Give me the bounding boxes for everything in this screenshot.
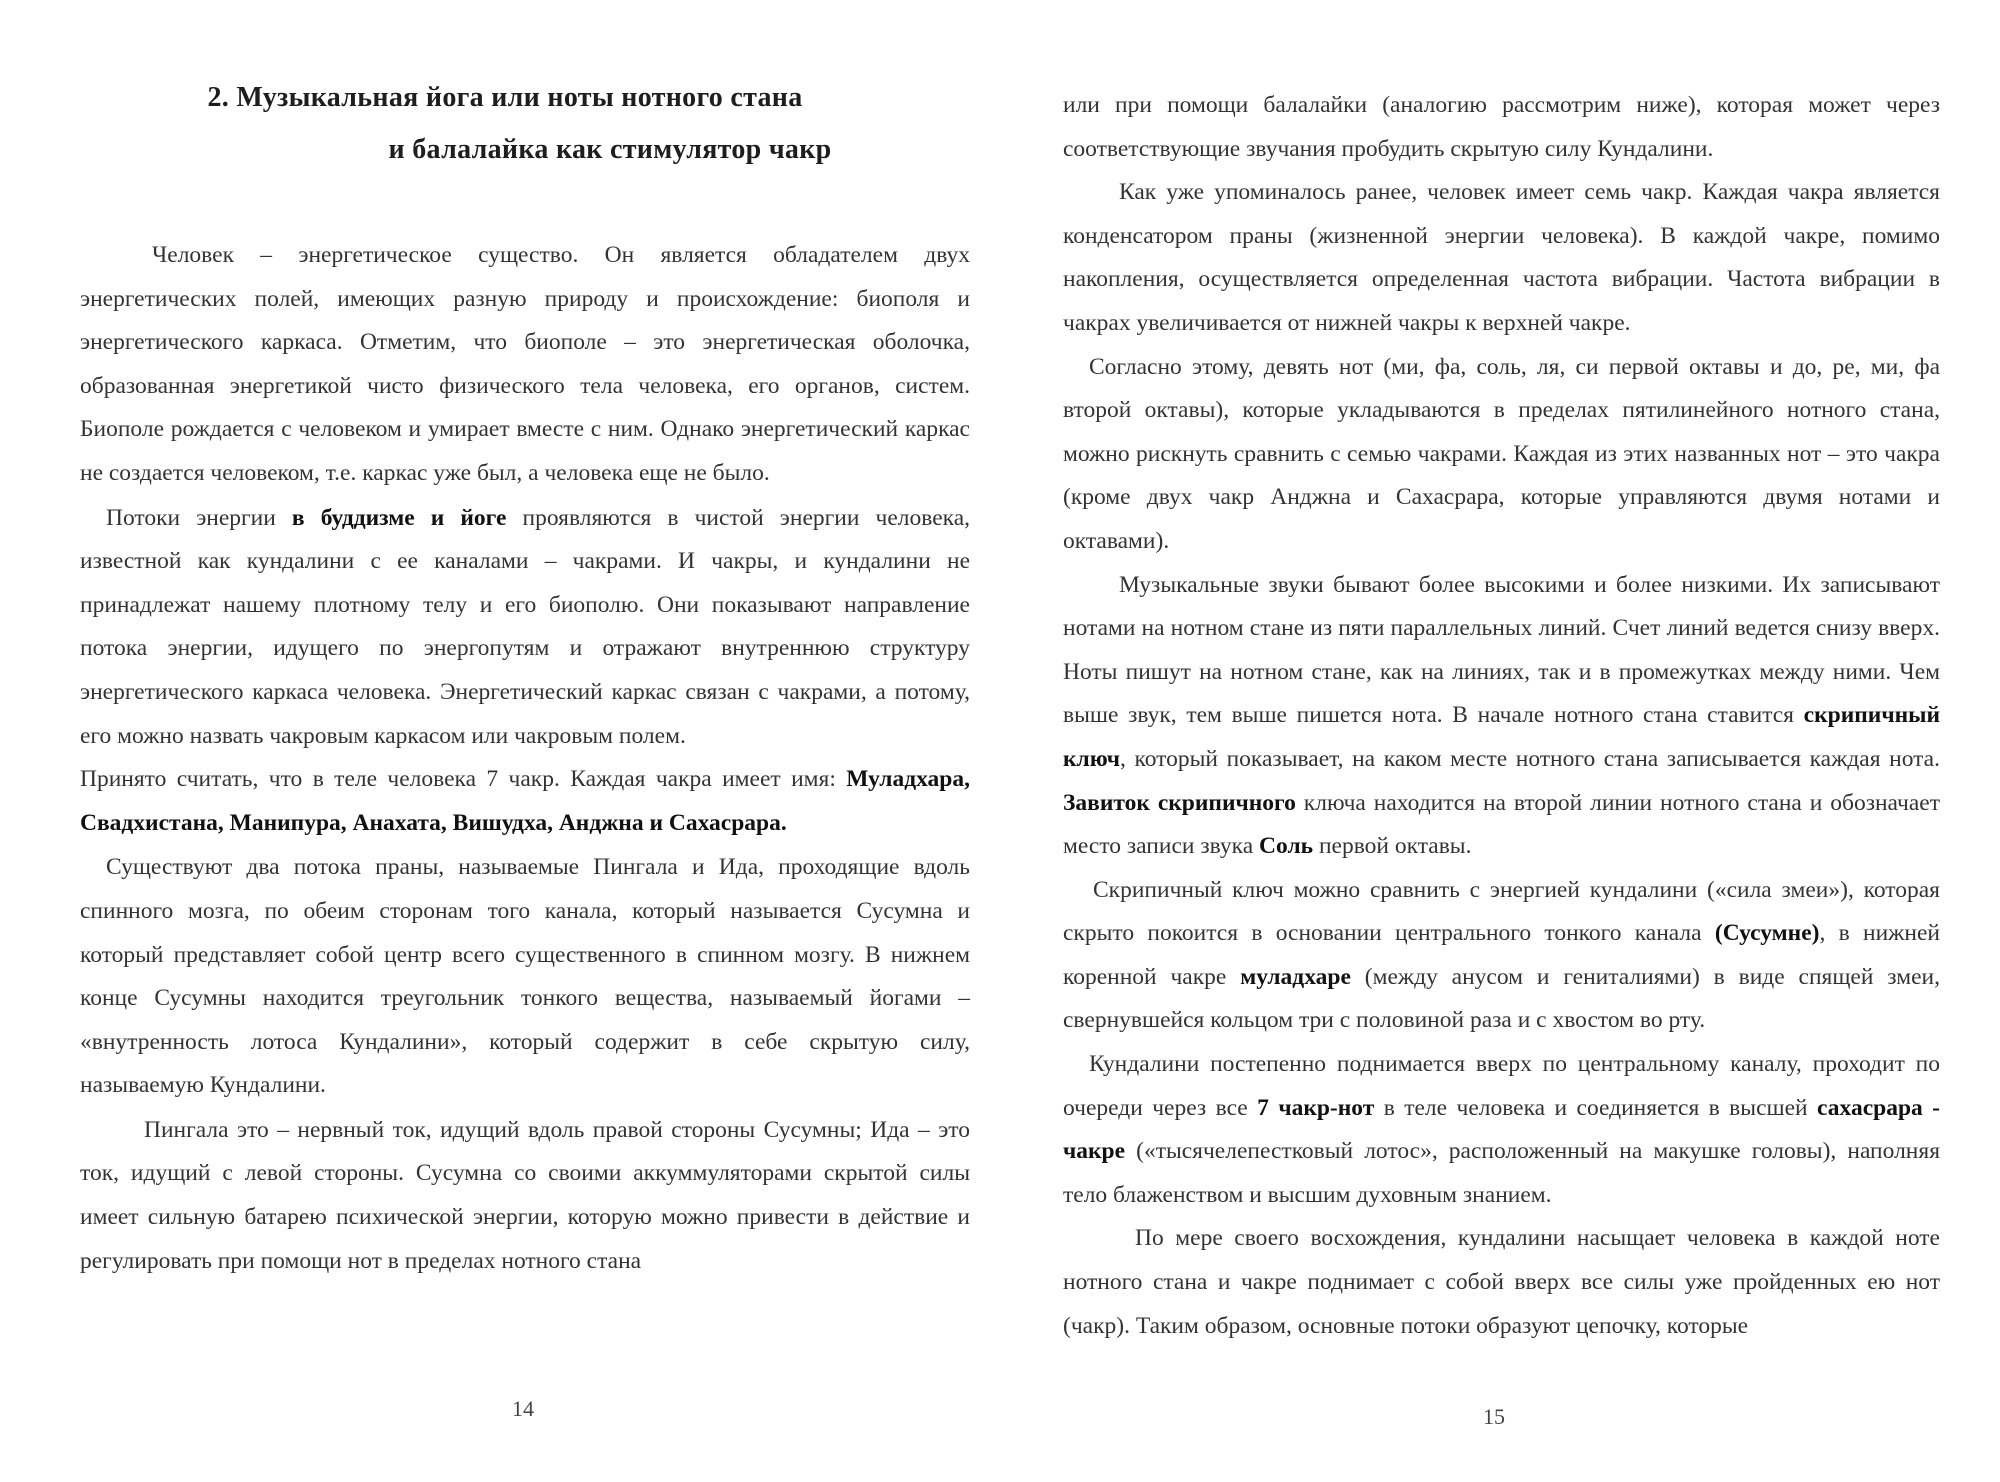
paragraph: Как уже упоминалось ранее, человек имеет семь чакр. Каждая чакра является конденсатором праны (жизненной энергии человека). В каждой чакре, помимо накопления, осуществляется определенная частота вибрации. Частота вибрации в чакрах увеличивается от нижней чакры к верхней чакре. bbox=[1063, 179, 1940, 336]
right-page bbox=[1063, 0, 1940, 1482]
paragraph: Принято считать, что в теле человека 7 чакр. Каждая чакра имеет имя: Муладхара, Свадхистана, Манипура, Анахата, Вишудха, Анджна и Сахасрара. bbox=[80, 766, 970, 836]
page-number: 14 bbox=[512, 1396, 534, 1421]
bold-phrase: скрипичный ключ bbox=[1063, 702, 1940, 772]
left-page bbox=[80, 0, 970, 1482]
paragraph: Скрипичный ключ можно сравнить с энергией кундалини («сила змеи»), которая скрыто покоится в основании центрального тонкого канала (Сусумне), в нижней коренной чакре муладхаре (между анусом и гениталиями) в виде спящей змеи, свернувшейся кольцом три с половиной раза и с хвостом во рту. bbox=[1063, 876, 1941, 1034]
page-number: 15 bbox=[1483, 1404, 1505, 1429]
paragraph: Согласно этому, девять нот (ми, фа, соль, ля, си первой октавы и до, ре, ми, фа второй октавы), которые укладываются в пределах пятилинейного нотного стана, можно рискнуть сравнить с семью чакрами. Каждая из этих названных нот – это чакра (кроме двух чакр Анджна и Сахасрара, которые управляются двумя нотами и октавами). bbox=[1063, 353, 1940, 554]
bold-phrase: Соль bbox=[1259, 833, 1314, 860]
left-page-body bbox=[80, 234, 970, 1283]
chakra-names: Муладхара, Свадхистана, Манипура, Анахата, Вишудха, Анджна и Сахасрара. bbox=[80, 766, 970, 836]
bold-phrase: Завиток скрипичного bbox=[1063, 789, 1296, 816]
title-line-2: и балалайка как стимулятор чакр bbox=[388, 134, 832, 165]
paragraph: Существуют два потока праны, называемые Пингала и Ида, проходящие вдоль спинного мозга, по обеим сторонам того канала, который называется Сусумна и который представляет собой центр всего существенного в спинном мозгу. В нижнем конце Сусумны находится треугольник тонкого вещества, называемый йогами – «внутренность лотоса Кундалини», который содержит в себе скрытую силу, называемую Кундалини. bbox=[80, 854, 970, 1099]
paragraph: Человек – энергетическое существо. Он является обладателем двух энергетических полей, имеющих разную природу и происхождение: биополя и энергетического каркаса. Отметим, что биополе – это энергетическая оболочка, образованная энергетикой чисто физического тела человека, его органов, систем. Биополе рождается с человеком и умирает вместе с ним. Однако энергетический каркас не создается человеком, т.е. каркас уже был, а человека еще не было. bbox=[80, 242, 970, 486]
title-line-1: 2. Музыкальная йога или ноты нотного стана bbox=[207, 82, 803, 113]
bold-phrase: сахасрара - чакре bbox=[1063, 1094, 1941, 1165]
paragraph: По мере своего восхождения, кундалини насыщает человека в каждой ноте нотного стана и чакре поднимает с собой вверх все силы уже пройденных ею нот (чакр). Таким образом, основные потоки образуют цепочку, которые bbox=[1063, 1225, 1940, 1339]
paragraph: Кундалини постепенно поднимается вверх по центральному каналу, проходит по очереди через все 7 чакр-нот в теле человека и соединяется в высшей сахасрара - чакре («тысячелепестковый лотос», расположенный на макушке головы), наполняя тело блаженством и высшим духовным знанием. bbox=[1063, 1051, 1941, 1208]
chapter-title bbox=[80, 72, 970, 176]
bold-phrase: (Сусумне) bbox=[1714, 920, 1820, 947]
paragraph: или при помощи балалайки (аналогию рассмотрим ниже), которая может через соответствующие звучания пробудить скрытую силу Кундалини. bbox=[1063, 92, 1940, 162]
paragraph: Потоки энергии в буддизме и йоге проявляются в чистой энергии человека, известной как кундалини с ее каналами – чакрами. И чакры, и кундалини не принадлежат нашему плотному телу и его биополю. Они показывают направление потока энергии, идущего по энергопутям и отражают внутреннюю структуру энергетического каркаса человека. Энергетический каркас связан с чакрами, а потому, его можно назвать чакровым каркасом или чакровым полем. bbox=[80, 504, 970, 749]
bold-phrase: в буддизме и йоге bbox=[291, 504, 507, 531]
bold-phrase: муладхаре bbox=[1240, 963, 1351, 990]
paragraph: Музыкальные звуки бывают более высокими и более низкими. Их записывают нотами на нотном стане из пяти параллельных линий. Счет линий ведется снизу вверх. Ноты пишут на нотном стане, как на линиях, так и в промежутках между ними. Чем выше звук, тем выше пишется нота. В начале нотного стана ставится скрипичный ключ, который показывает, на каком месте нотного стана записывается каждая нота. Завиток скрипичного ключа находится на второй линии нотного стана и обозначает место записи звука Соль первой октавы. bbox=[1063, 571, 1940, 860]
right-page-body bbox=[1063, 84, 1940, 1348]
paragraph: Пингала это – нервный ток, идущий вдоль правой стороны Сусумны; Ида – это ток, идущий с левой стороны. Сусумна со своими аккуммуляторами скрытой силы имеет сильную батарею психической энергии, которую можно привести в действие и регулировать при помощи нот в пределах нотного стана bbox=[80, 1116, 970, 1274]
bold-phrase: 7 чакр-нот bbox=[1257, 1094, 1375, 1121]
